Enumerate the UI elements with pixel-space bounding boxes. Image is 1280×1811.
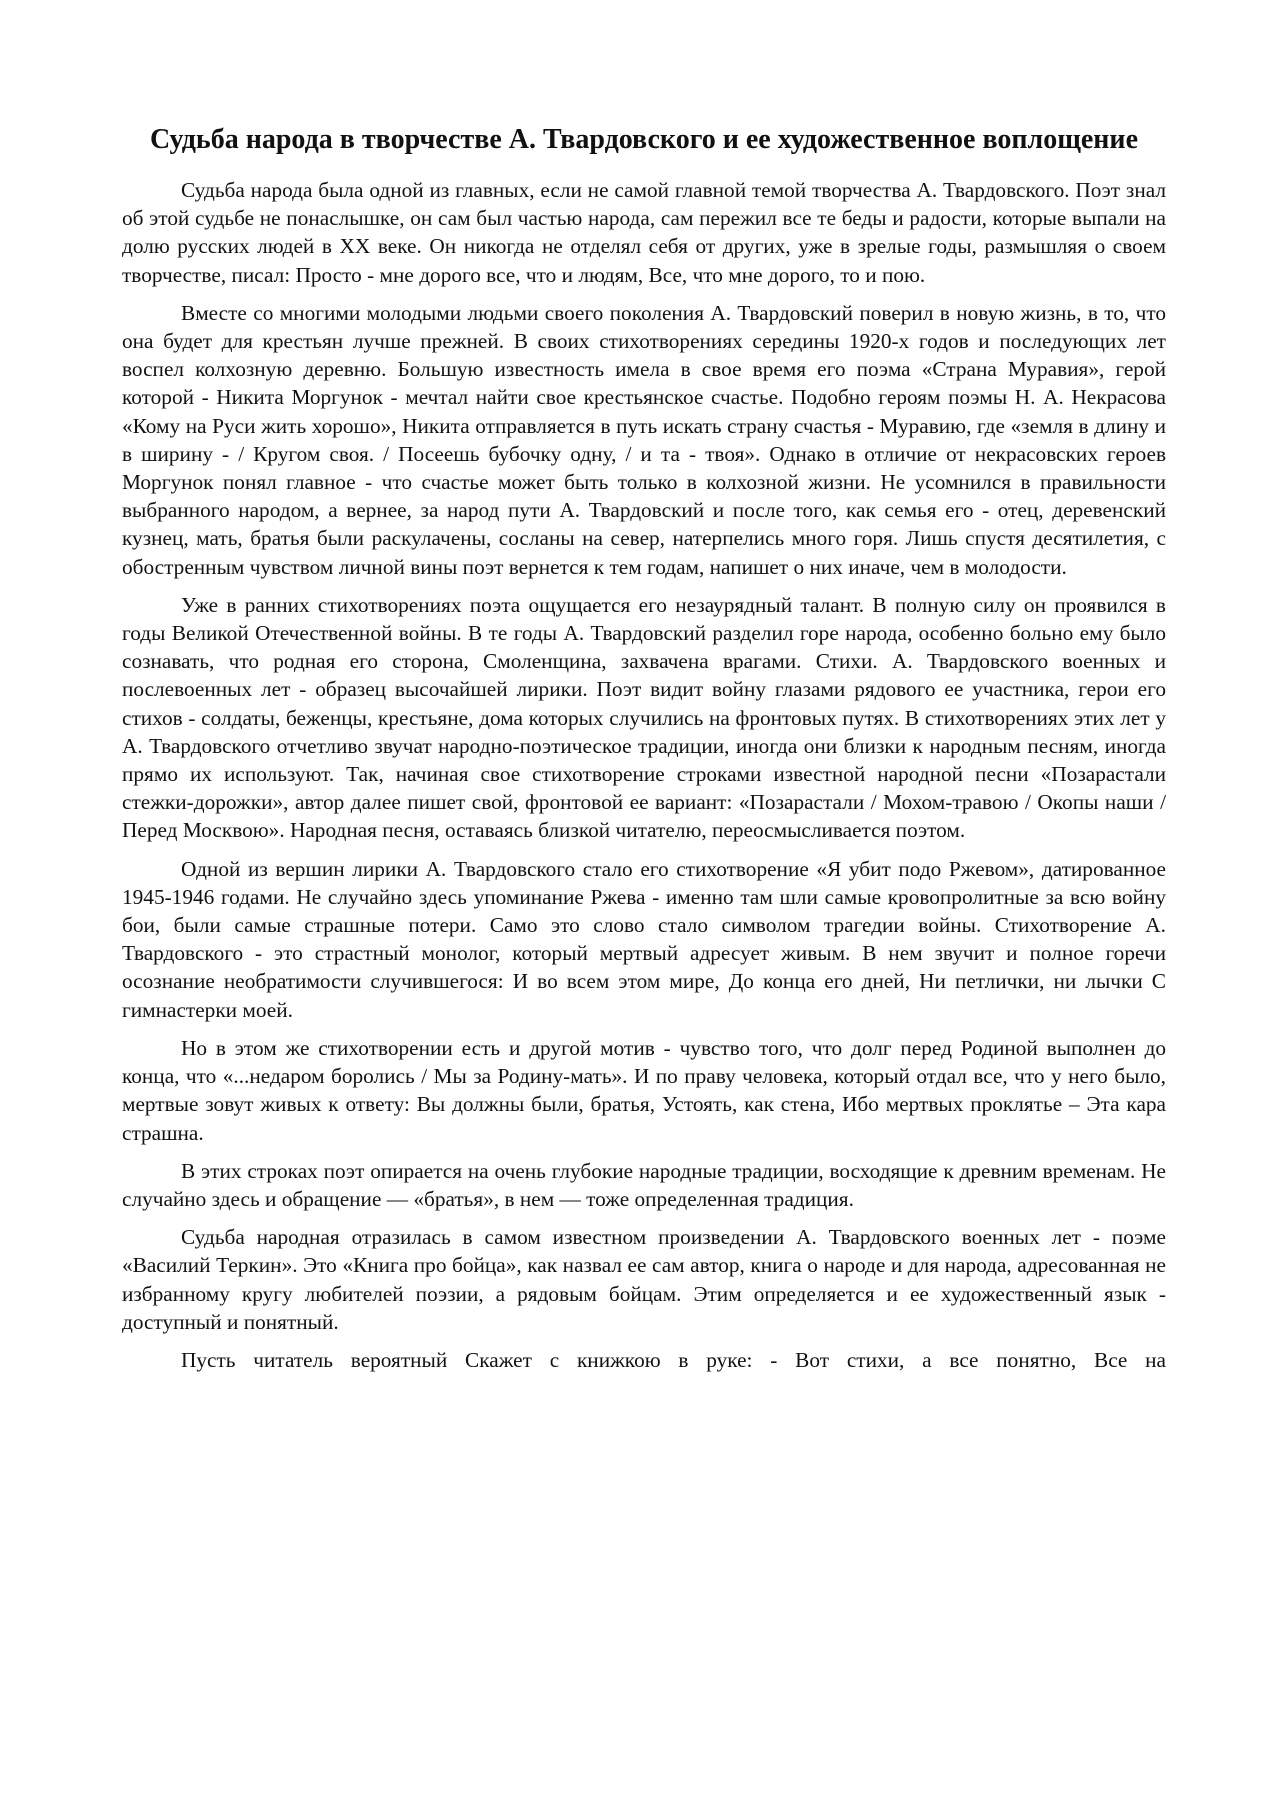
document-page — [122, 122, 1166, 1384]
document-title: Судьба народа в творчестве А. Твардовского и ее художественное воплощение — [149, 124, 1138, 155]
paragraph: Вместе со многими молодыми людьми своего поколения А. Твардовский поверил в новую жизнь, в то, что она будет для крестьян лучше прежней. В своих стихотворениях середины 1920-х годов и последующих лет воспел колхозную деревню. Большую известность имела в свое время его поэма «Страна Муравия», герой которой - Никита Моргунок - мечтал найти свое крестьянское счастье. Подобно героям поэмы Н. А. Некрасова «Кому на Руси жить хорошо», Никита отправляется в путь искать страну счастья - Муравию, где «земля в длину и в ширину - / Кругом своя. / Посеешь бубочку одну, / и та - твоя». Однако в отличие от некрасовских героев Моргунок понял главное - что счастье может быть только в колхозной жизни. Не усомнился в правильности выбранного народом, а вернее, за народ пути А. Твардовский и после того, как семья его - отец, деревенский кузнец, мать, братья были раскулачены, сосланы на север, натерпелись много горя. Лишь спустя десятилетия, с обостренным чувством личной вины поэт вернется к тем годам, напишет о них иначе, чем в молодости. — [122, 300, 1166, 579]
paragraph: Судьба народная отразилась в самом известном произведении А. Твардовского военных лет - поэме «Василий Теркин». Это «Книга про бойца», как назвал ее сам автор, книга о народе и для народа, адресованная не избранному кругу любителей поэзии, а рядовым бойцам. Этим определяется и ее художественный язык - доступный и понятный. — [122, 1225, 1166, 1334]
paragraph: Судьба народа была одной из главных, если не самой главной темой творчества А. Твардовского. Поэт знал об этой судьбе не понаслышке, он сам был частью народа, сам пережил все те беды и радости, которые выпали на долю русских людей в XX веке. Он никогда не отделял себя от других, уже в зрелые годы, размышляя о своем творчестве, писал: Просто - мне дорого все, что и людям, Все, что мне дорого, то и пою. — [122, 178, 1166, 287]
paragraph: Пусть читатель вероятный Скажет с книжкою в руке: - Вот стихи, а все понятно, Все на — [181, 1347, 1166, 1372]
paragraph: В этих строках поэт опирается на очень глубокие народные традиции, восходящие к древним временам. Не случайно здесь и обращение — «братья», в нем — тоже определенная традиция. — [122, 1158, 1166, 1211]
paragraph: Уже в ранних стихотворениях поэта ощущается его незаурядный талант. В полную силу он проявился в годы Великой Отечественной войны. В те годы А. Твардовский разделил горе народа, особенно больно ему было сознавать, что родная его сторона, Смоленщина, захвачена врагами. Стихи. А. Твардовского военных и послевоенных лет - образец высочайшей лирики. Поэт видит войну глазами рядового ее участника, герои его стихов - солдаты, беженцы, крестьяне, дома которых случились на фронтовых путях. В стихотворениях этих лет у А. Твардовского отчетливо звучат народно-поэтическое традиции, иногда они близки к народным песням, иногда прямо их используют. Так, начиная свое стихотворение строками известной народной песни «Позарастали стежки-дорожки», автор далее пишет свой, фронтовой ее вариант: «Позарастали / Мохом-травою / Окопы наши / Перед Москвою». Народная песня, оставаясь близкой читателю, переосмысливается поэтом. — [122, 592, 1166, 843]
paragraph: Одной из вершин лирики А. Твардовского стало его стихотворение «Я убит подо Ржевом», датированное 1945-1946 годами. Не случайно здесь упоминание Ржева - именно там шли самые кровопролитные за всю войну бои, были самые страшные потери. Само это слово стало символом трагедии войны. Стихотворение А. Твардовского - это страстный монолог, который мертвый адресует живым. В нем звучит и полное горечи осознание необратимости случившегося: И во всем этом мире, До конца его дней, Ни петлички, ни лычки С гимнастерки моей. — [122, 856, 1166, 1022]
paragraph: Но в этом же стихотворении есть и другой мотив - чувство того, что долг перед Родиной выполнен до конца, что «...недаром боролись / Мы за Родину-мать». И по праву человека, который отдал все, что у него было, мертвые зовут живых к ответу: Вы должны были, братья, Устоять, как стена, Ибо мертвых проклятье – Эта кара страшна. — [122, 1035, 1166, 1145]
